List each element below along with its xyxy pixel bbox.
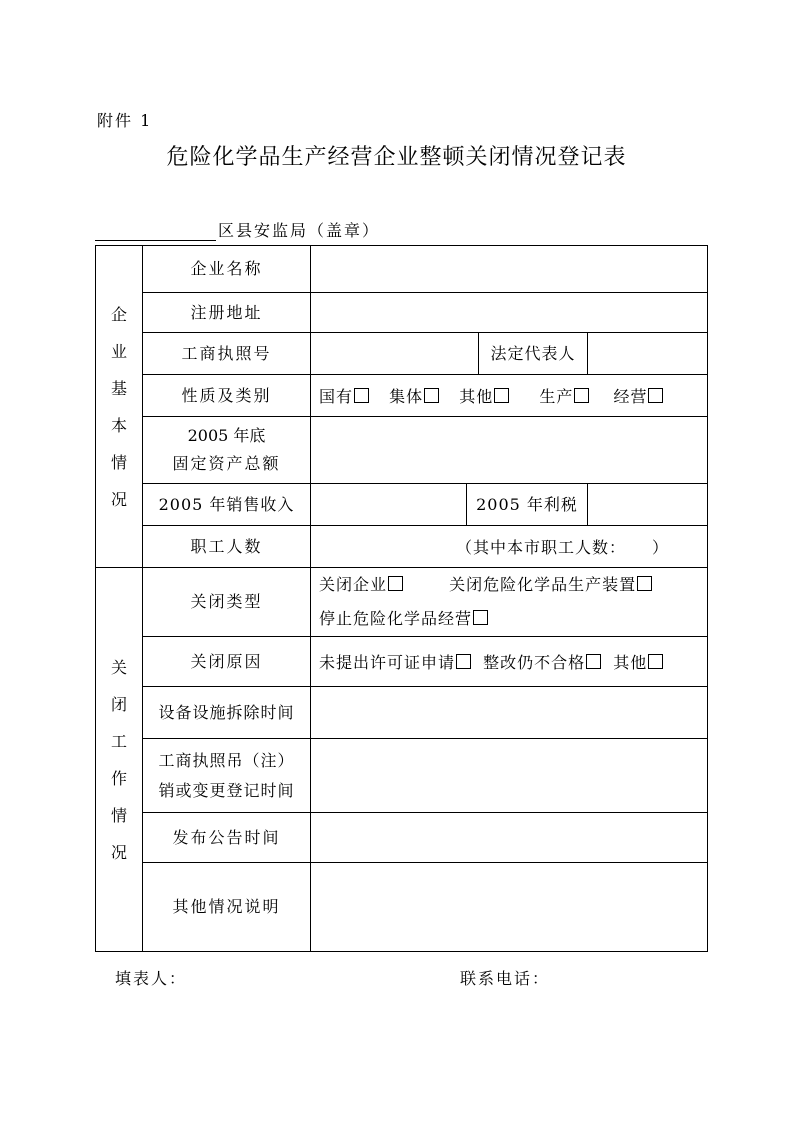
equipment-removal-field[interactable] bbox=[311, 687, 708, 739]
phone-label: 联系电话： bbox=[460, 969, 551, 988]
profit-tax-field[interactable] bbox=[588, 484, 708, 526]
nature-label: 性质及类别 bbox=[143, 375, 311, 417]
checkbox-icon bbox=[354, 388, 369, 403]
option-other[interactable]: 其他 bbox=[459, 387, 509, 406]
registered-address-label: 注册地址 bbox=[143, 293, 311, 333]
checkbox-icon bbox=[586, 654, 601, 669]
option-close-device[interactable]: 关闭危险化学品生产装置 bbox=[449, 575, 652, 594]
sales-revenue-field[interactable] bbox=[311, 484, 467, 526]
license-revoke-field[interactable] bbox=[311, 739, 708, 813]
filler-label: 填表人： bbox=[115, 969, 188, 988]
checkbox-icon bbox=[637, 576, 652, 591]
option-stop-operation[interactable]: 停止危险化学品经营 bbox=[319, 609, 488, 628]
option-still-unqualified[interactable]: 整改仍不合格 bbox=[483, 653, 601, 672]
option-production[interactable]: 生产 bbox=[539, 387, 589, 406]
registered-address-field[interactable] bbox=[311, 293, 708, 333]
sales-revenue-label: 2005 年销售收入 bbox=[143, 484, 311, 526]
section-basic-info-label: 企 业 基 本 情 况 bbox=[96, 246, 143, 568]
closure-type-options bbox=[311, 568, 708, 637]
business-license-label: 工商执照号 bbox=[143, 333, 311, 375]
legal-rep-label: 法定代表人 bbox=[479, 333, 588, 375]
closure-reason-options bbox=[311, 637, 708, 687]
option-close-enterprise[interactable]: 关闭企业 bbox=[319, 575, 403, 594]
option-no-license-application[interactable]: 未提出许可证申请 bbox=[319, 653, 471, 672]
announcement-label: 发布公告时间 bbox=[143, 813, 311, 863]
option-operation[interactable]: 经营 bbox=[613, 387, 663, 406]
closure-type-label: 关闭类型 bbox=[143, 568, 311, 637]
checkbox-icon bbox=[424, 388, 439, 403]
checkbox-icon bbox=[473, 610, 488, 625]
option-collective[interactable]: 集体 bbox=[389, 387, 439, 406]
fixed-assets-label: 2005 年底 固定资产总额 bbox=[143, 417, 311, 484]
option-reason-other[interactable]: 其他 bbox=[613, 653, 663, 672]
business-license-field[interactable] bbox=[311, 333, 479, 375]
nature-options bbox=[311, 375, 708, 417]
attachment-label: 附件 1 bbox=[97, 111, 153, 130]
local-employees-note: （其中本市职工人数： ） bbox=[455, 538, 669, 557]
department-line bbox=[95, 218, 380, 241]
announcement-field[interactable] bbox=[311, 813, 708, 863]
checkbox-icon bbox=[648, 388, 663, 403]
closure-reason-label: 关闭原因 bbox=[143, 637, 311, 687]
company-name-field[interactable] bbox=[311, 246, 708, 293]
checkbox-icon bbox=[648, 654, 663, 669]
option-state-owned[interactable]: 国有 bbox=[319, 387, 369, 406]
checkbox-icon bbox=[494, 388, 509, 403]
department-suffix: 区县安监局（盖章） bbox=[218, 221, 381, 240]
employees-label: 职工人数 bbox=[143, 526, 311, 568]
other-notes-label: 其他情况说明 bbox=[143, 863, 311, 952]
district-blank-field[interactable] bbox=[95, 218, 216, 241]
section-closure-label: 关 闭 工 作 情 况 bbox=[96, 568, 143, 952]
legal-rep-field[interactable] bbox=[588, 333, 708, 375]
page-title: 危险化学品生产经营企业整顿关闭情况登记表 bbox=[166, 145, 627, 170]
checkbox-icon bbox=[574, 388, 589, 403]
company-name-label: 企业名称 bbox=[143, 246, 311, 293]
license-revoke-label: 工商执照吊（注） 销或变更登记时间 bbox=[143, 739, 311, 813]
checkbox-icon bbox=[456, 654, 471, 669]
equipment-removal-label: 设备设施拆除时间 bbox=[143, 687, 311, 739]
checkbox-icon bbox=[388, 576, 403, 591]
employees-field[interactable] bbox=[311, 526, 708, 568]
other-notes-field[interactable] bbox=[311, 863, 708, 952]
fixed-assets-field[interactable] bbox=[311, 417, 708, 484]
registration-table bbox=[95, 245, 708, 952]
profit-tax-label: 2005 年利税 bbox=[467, 484, 588, 526]
